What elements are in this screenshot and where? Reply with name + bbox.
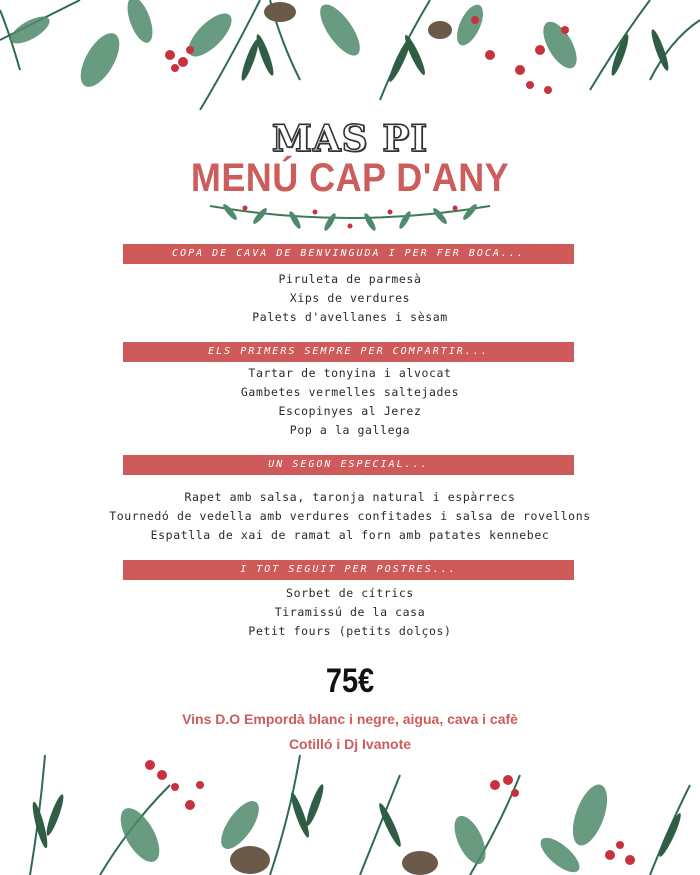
list-item: Palets d'avellanes i sèsam [252, 310, 448, 324]
list-item: Escopinyes al Jerez [278, 404, 422, 418]
section-items-starters [0, 364, 700, 440]
top-foliage-decoration [0, 0, 700, 110]
bottom-foliage-decoration [0, 745, 700, 875]
menu-title: MENÚ CAP D'ANY [190, 156, 510, 200]
list-item: Petit fours (petits dolços) [248, 624, 452, 638]
garland-decoration [200, 196, 500, 232]
section-items-desserts [0, 584, 700, 641]
list-item: Espatlla de xai de ramat al forn amb patates kennebec [150, 528, 550, 542]
drinks-note: Vins D.O Empordà blanc i negre, aigua, cava i cafè [182, 711, 518, 727]
section-items-welcome [0, 270, 700, 327]
list-item: Rapet amb salsa, taronja natural i espàrrecs [184, 490, 516, 504]
list-item: Piruleta de parmesà [278, 272, 422, 286]
party-note: Cotilló i Dj Ivanote [288, 736, 412, 752]
list-item: Tournedó de vedella amb verdures confitades i salsa de rovellons [109, 509, 591, 523]
list-item: Xips de verdures [289, 291, 411, 305]
list-item: Tiramissú de la casa [274, 605, 426, 619]
list-item: Tartar de tonyina i alvocat [248, 366, 452, 380]
section-header-welcome: COPA DE CAVA DE BENVINGUDA I PER FER BOCA... [123, 244, 574, 264]
list-item: Gambetes vermelles saltejades [240, 385, 460, 399]
section-header-starters: ELS PRIMERS SEMPRE PER COMPARTIR... [123, 342, 574, 362]
list-item: Pop a la gallega [289, 423, 411, 437]
section-header-main: UN SEGON ESPECIAL... [123, 455, 574, 475]
price: 75€ [325, 662, 375, 700]
list-item: Sorbet de cítrics [286, 586, 414, 600]
section-items-main [0, 488, 700, 545]
restaurant-name: MAS PI [271, 118, 429, 160]
section-header-desserts: I TOT SEGUIT PER POSTRES... [123, 560, 574, 580]
